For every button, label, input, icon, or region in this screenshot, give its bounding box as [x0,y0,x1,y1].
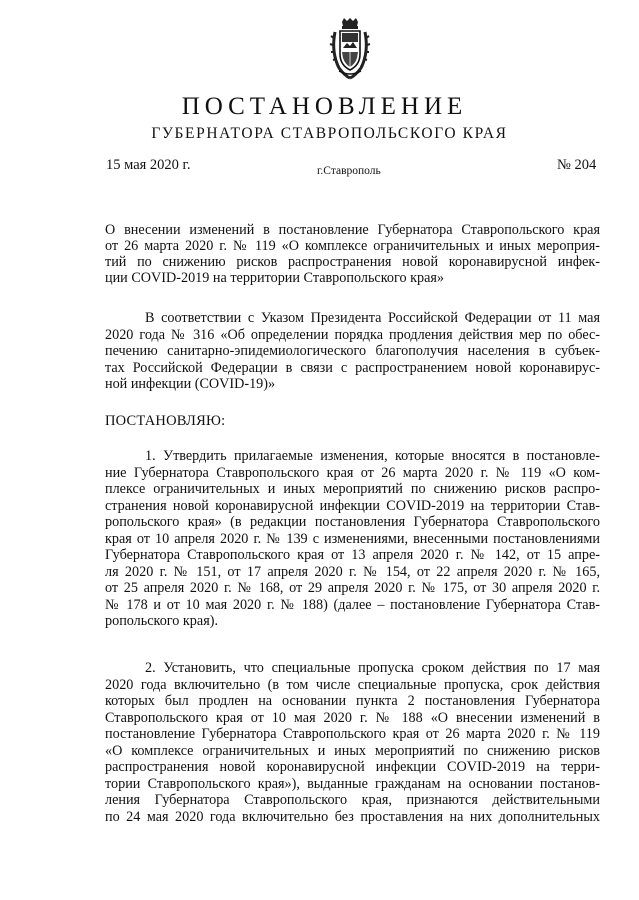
document-title: ПОСТАНОВЛЕНИЕ [181,93,468,120]
paragraph-line: края от 10 апреля 2020 г. № 139 с изменениями, внесенными постановлениями [105,530,600,547]
paragraph-line: плексе ограничительных и иных мероприятий по снижению рисков распро- [105,481,600,497]
paragraph-line: печению санитарно-эпидемиологического благополучия населения в субъек- [105,343,600,359]
paragraph-1 [105,448,600,630]
paragraph-line: тах Российской Федерации в связи с распространением новой коронавирус- [105,359,600,376]
paragraph-line: 2020 года № 316 «Об определении порядка продления действия мер по обес- [105,326,600,343]
paragraph-line: № 178 и от 10 мая 2020 г. № 188) (далее – постановление Губернатора Став- [105,596,600,613]
heading-line: ции COVID-2019 на территории Ставропольского края» [105,270,444,286]
paragraph-2 [105,660,600,825]
paragraph-line: 2. Установить, что специальные пропуска сроком действия по 17 мая [145,660,600,676]
resolve-heading: ПОСТАНОВЛЯЮ: [105,413,226,429]
coat-of-arms-icon [329,18,371,80]
paragraph-line: В соответствии с Указом Президента Российской Федерации от 11 мая [145,310,600,326]
paragraph-line: тории Ставропольского края»), выданные гражданам на основании постанов- [105,775,600,792]
paragraph-line: распространения новой коронавирусной инфекции COVID-2019 на терри- [105,759,600,775]
document-number: № 204 [557,157,597,173]
paragraph-line: «О комплексе ограничительных и иных мероприятий по снижению рисков [105,742,600,759]
heading-line: О внесении изменений в постановление Губернатора Ставропольского края [105,222,600,238]
heading-line: от 26 марта 2020 г. № 119 «О комплексе ограничительных и иных мероприя- [105,238,600,254]
document-city: г.Ставрополь [317,165,381,177]
heading-line: тий по снижению рисков распространения новой коронавирусной инфек- [105,254,600,270]
preamble-paragraph [105,310,600,393]
paragraph-line: Ставропольского края от 10 мая 2020 г. № 188 «О внесении изменений в [105,709,600,726]
document-date: 15 мая 2020 г. [106,157,191,173]
paragraph-line: Губернатора Ставропольского края от 13 апреля 2020 г. № 142, от 15 апре- [105,547,600,563]
paragraph-line: ропольского края» (в редакции постановления Губернатора Ставропольского [105,514,600,530]
paragraph-line: ля 2020 г. № 151, от 17 апреля 2020 г. № 154, от 22 апреля 2020 г. № 165, [105,563,600,580]
paragraph-line: ной инфекции (COVID-19)» [105,376,276,392]
paragraph-line: странения новой коронавирусной инфекции COVID-2019 на территории Став- [105,497,600,514]
document-subtitle: ГУБЕРНАТОРА СТАВРОПОЛЬСКОГО КРАЯ [151,125,508,142]
paragraph-line: по 24 мая 2020 года включительно без проставления на них дополнительных [105,808,600,825]
paragraph-line: ропольского края). [105,613,218,629]
paragraph-line: постановление Губернатора Ставропольского края от 26 марта 2020 г. № 119 [105,726,600,742]
paragraph-line: ние Губернатора Ставропольского края от 26 марта 2020 г. № 119 «О ком- [105,464,600,481]
paragraph-line: от 25 апреля 2020 г. № 168, от 29 апреля 2020 г. № 175, от 30 апреля 2020 г. [105,580,600,596]
paragraph-line: которых был продлен на основании пункта 2 постановления Губернатора [105,693,600,709]
paragraph-line: 1. Утвердить прилагаемые изменения, которые вносятся в постановле- [145,448,600,464]
paragraph-line: ления Губернатора Ставропольского края, признаются действительными [105,792,600,808]
document-heading [105,222,600,286]
paragraph-line: 2020 года включительно (в том числе специальные пропуска, срок действия [105,676,600,693]
